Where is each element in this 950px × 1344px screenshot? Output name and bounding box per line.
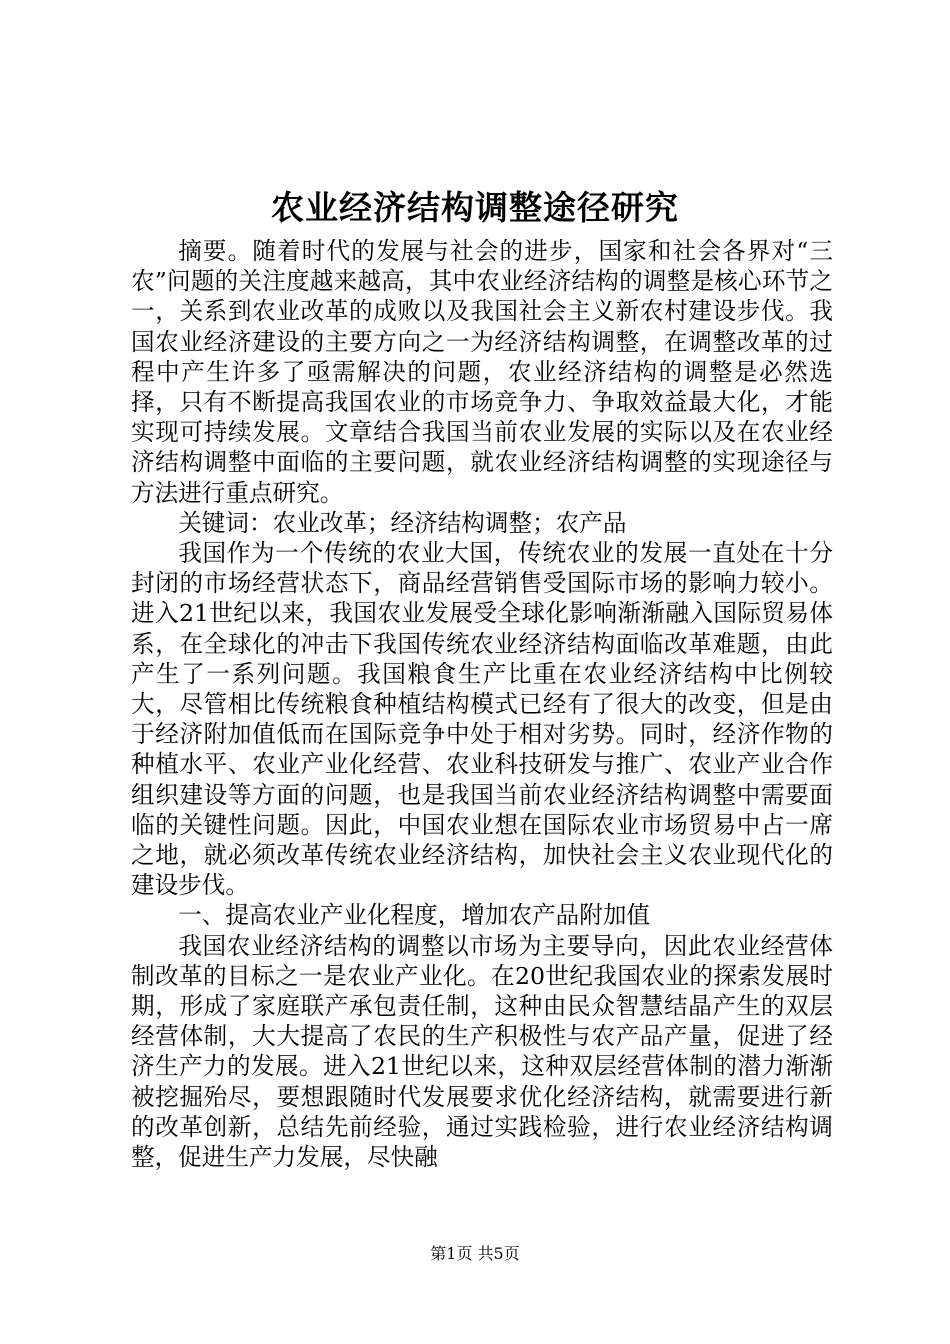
document-body	[131, 236, 833, 1172]
abstract-paragraph: 摘要。随着时代的发展与社会的进步，国家和社会各界对“三农”问题的关注度越来越高，其中农业经济结构的调整是核心环节之一，关系到农业改革的成败以及我国社会主义新农村建设步伐。我国农业经济建设的主要方向之一为经济结构调整，在调整改革的过程中产生许多了亟需解决的问题，农业经济结构的调整是必然选择，只有不断提高我国农业的市场竞争力、争取效益最大化，才能实现可持续发展。文章结合我国当前农业发展的实际以及在农业经济结构调整中面临的主要问题，就农业经济结构调整的实现途径与方法进行重点研究。	[131, 237, 833, 507]
body-paragraph: 我国农业经济结构的调整以市场为主要导向，因此农业经营体制改革的目标之一是农业产业化。在20世纪我国农业的探索发展时期，形成了家庭联产承包责任制，这种由民众智慧结晶产生的双层经营体制，大大提高了农民的生产积极性与农产品产量，促进了经济生产力的发展。进入21世纪以来，这种双层经营体制的潜力渐渐被挖掘殆尽，要想跟随时代发展要求优化经济结构，就需要进行新的改革创新，总结先前经验，通过实践检验，进行农业经济结构调整，促进生产力发展，尽快融	[131, 931, 833, 1172]
body-paragraph: 我国作为一个传统的农业大国，传统农业的发展一直处在十分封闭的市场经营状态下，商品经营销售受国际市场的影响力较小。进入21世纪以来，我国农业发展受全球化影响渐渐融入国际贸易体系，在全球化的冲击下我国传统农业经济结构面临改革难题，由此产生了一系列问题。我国粮食生产比重在农业经济结构中比例较大，尽管相比传统粮食种植结构模式已经有了很大的改变，但是由于经济附加值低而在国际竞争中处于相对劣势。同时，经济作物的种植水平、农业产业化经营、农业科技研发与推广、农业产业合作组织建设等方面的问题，也是我国当前农业经济结构调整中需要面临的关键性问题。因此，中国农业想在国际农业市场贸易中占一席之地，就必须改革传统农业经济结构，加快社会主义农业现代化的建设步伐。	[131, 539, 833, 900]
page-footer: 第1页 共5页	[430, 1244, 520, 1263]
keywords-paragraph: 关键词：农业改革；经济结构调整；农产品	[178, 508, 627, 537]
document-title: 农业经济结构调整途径研究	[271, 188, 679, 227]
section-heading: 一、提高农业产业化程度，增加农产品附加值	[178, 901, 651, 930]
